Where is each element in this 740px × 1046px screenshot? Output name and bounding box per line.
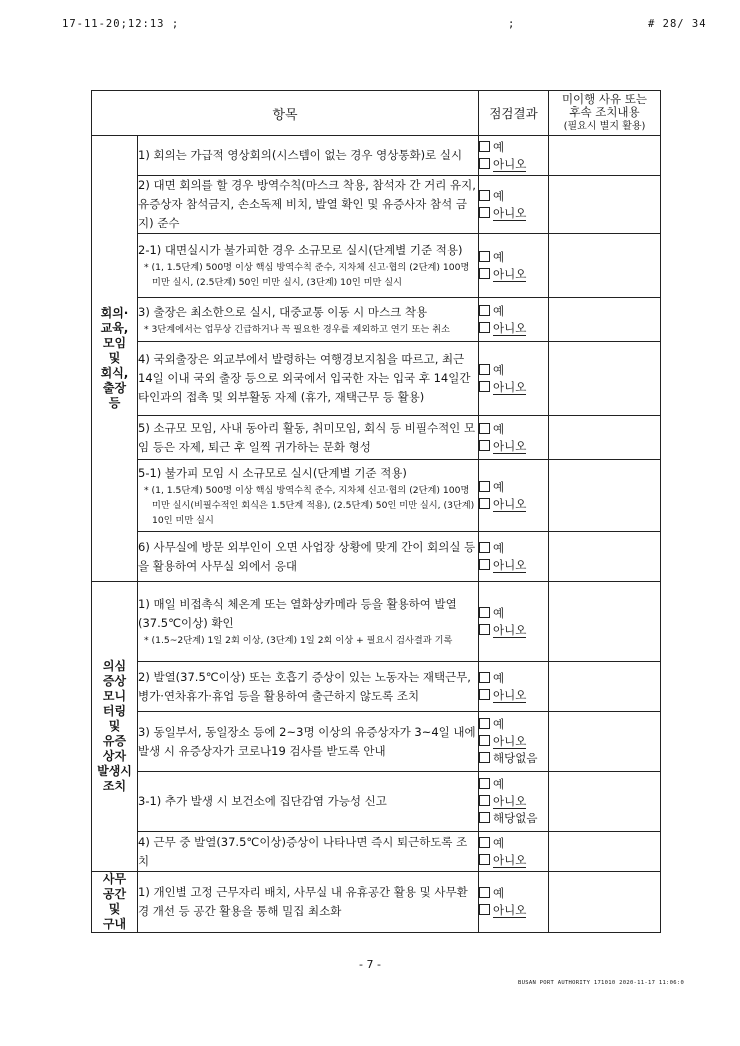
checkbox[interactable] bbox=[479, 423, 490, 434]
checkbox[interactable] bbox=[479, 305, 490, 316]
option-label: 예 bbox=[493, 540, 505, 555]
checkbox[interactable] bbox=[479, 854, 490, 865]
yes-option[interactable] bbox=[479, 670, 548, 687]
option-label: 아니오 bbox=[493, 379, 527, 394]
checkbox[interactable] bbox=[479, 887, 490, 898]
no-option[interactable] bbox=[479, 557, 548, 574]
result-cell bbox=[479, 298, 549, 342]
option-label: 아니오 bbox=[493, 496, 527, 511]
option-label: 해당없음 bbox=[493, 751, 538, 765]
option-label: 예 bbox=[493, 835, 505, 850]
table-row bbox=[92, 772, 661, 832]
option-label: 예 bbox=[493, 421, 505, 436]
option-label: 예 bbox=[493, 139, 505, 154]
result-cell bbox=[479, 460, 549, 532]
option-label: 아니오 bbox=[493, 438, 527, 453]
yes-option[interactable] bbox=[479, 303, 548, 320]
checkbox[interactable] bbox=[479, 440, 490, 451]
result-cell bbox=[479, 136, 549, 176]
no-option[interactable] bbox=[479, 379, 548, 396]
reason-input-cell[interactable] bbox=[549, 342, 661, 416]
table-row bbox=[92, 832, 661, 872]
page-number: - 7 - bbox=[359, 958, 381, 971]
header-result: 점검결과 bbox=[479, 91, 549, 136]
result-cell bbox=[479, 772, 549, 832]
checkbox[interactable] bbox=[479, 904, 490, 915]
checkbox[interactable] bbox=[479, 812, 490, 823]
item-cell bbox=[138, 832, 479, 872]
result-cell bbox=[479, 872, 549, 933]
item-note: * (1, 1.5단계) 500명 이상 핵심 방역수칙 준수, 지차체 신고·협의 (2단계) 100명 미만 실시, (2.5단계) 50인 미만 실시, (3단계) 10인 미만 실시 bbox=[144, 262, 470, 288]
checkbox[interactable] bbox=[479, 559, 490, 570]
no-option[interactable] bbox=[479, 205, 548, 222]
checkbox[interactable] bbox=[479, 207, 490, 218]
checkbox[interactable] bbox=[479, 795, 490, 806]
item-cell bbox=[138, 662, 479, 712]
yes-option[interactable] bbox=[479, 540, 548, 557]
no-option[interactable] bbox=[479, 793, 548, 810]
option-label: 예 bbox=[493, 717, 505, 731]
checkbox[interactable] bbox=[479, 498, 490, 509]
checkbox[interactable] bbox=[479, 381, 490, 392]
item-cell bbox=[138, 772, 479, 832]
item-text: 5) 소규모 모임, 사내 동아리 활동, 취미모임, 회식 등 비필수적인 모임 등은 자제, 퇴근 후 일찍 귀가하는 문화 형성 bbox=[138, 420, 476, 454]
table-row bbox=[92, 136, 661, 176]
header-reason-line1: 미이행 사유 또는 bbox=[561, 92, 648, 106]
yes-option[interactable] bbox=[479, 716, 548, 733]
item-text: 6) 사무실에 방문 외부인이 오면 사업장 상황에 맞게 간이 회의실 등을 활용하여 사무실 외에서 응대 bbox=[138, 539, 476, 573]
item-cell bbox=[138, 298, 479, 342]
option-label: 해당없음 bbox=[493, 811, 538, 825]
option-label: 예 bbox=[493, 670, 505, 685]
reason-input-cell[interactable] bbox=[549, 582, 661, 662]
checkbox[interactable] bbox=[479, 718, 490, 729]
reason-input-cell[interactable] bbox=[549, 136, 661, 176]
checkbox[interactable] bbox=[479, 268, 490, 279]
item-text: 3-1) 추가 발생 시 보건소에 집단감염 가능성 신고 bbox=[138, 794, 387, 808]
fax-stamp: BUSAN PORT AUTHORITY 171010 2020-11-17 11:06:0 bbox=[518, 980, 685, 986]
checkbox[interactable] bbox=[479, 481, 490, 492]
item-cell bbox=[138, 460, 479, 532]
checkbox[interactable] bbox=[479, 735, 490, 746]
option-label: 아니오 bbox=[493, 903, 527, 917]
header-reason-line2: 후속 조치내용 bbox=[569, 105, 640, 119]
checkbox[interactable] bbox=[479, 141, 490, 152]
item-cell bbox=[138, 872, 479, 933]
table-row bbox=[92, 872, 661, 933]
reason-input-cell[interactable] bbox=[549, 872, 661, 933]
category-cell: 의심 증상 모니 터링 및 유증 상자 발생시 조치 bbox=[92, 582, 138, 872]
table-row bbox=[92, 532, 661, 582]
no-option[interactable] bbox=[479, 622, 548, 639]
option-label: 아니오 bbox=[493, 794, 527, 808]
no-option[interactable] bbox=[479, 496, 548, 513]
item-cell bbox=[138, 712, 479, 772]
reason-input-cell[interactable] bbox=[549, 532, 661, 582]
item-cell bbox=[138, 582, 479, 662]
yes-option[interactable] bbox=[479, 249, 548, 266]
checklist-body bbox=[92, 136, 661, 933]
reason-input-cell[interactable] bbox=[549, 176, 661, 234]
na-option[interactable] bbox=[479, 810, 548, 827]
fax-timestamp: 17-11-20;12:13 ; bbox=[62, 18, 180, 30]
no-option[interactable] bbox=[479, 902, 548, 919]
yes-option[interactable] bbox=[479, 605, 548, 622]
item-text: 5-1) 불가피 모임 시 소규모로 실시(단계별 기준 적용) bbox=[138, 465, 407, 480]
yes-option[interactable] bbox=[479, 776, 548, 793]
table-row bbox=[92, 460, 661, 532]
option-label: 예 bbox=[493, 249, 505, 264]
item-cell bbox=[138, 136, 479, 176]
result-cell bbox=[479, 662, 549, 712]
option-label: 아니오 bbox=[493, 156, 527, 171]
item-text: 2) 대면 회의를 할 경우 방역수칙(마스크 착용, 참석자 간 거리 유지, 유증상자 참석금지, 손소독제 비치, 발열 확인 및 유증사자 참석 금지) 준수 bbox=[138, 178, 476, 230]
yes-option[interactable] bbox=[479, 139, 548, 156]
reason-input-cell[interactable] bbox=[549, 298, 661, 342]
no-option[interactable] bbox=[479, 733, 548, 750]
option-label: 예 bbox=[493, 188, 505, 203]
option-label: 예 bbox=[493, 479, 505, 494]
na-option[interactable] bbox=[479, 750, 548, 767]
reason-input-cell[interactable] bbox=[549, 460, 661, 532]
result-cell bbox=[479, 234, 549, 298]
table-row bbox=[92, 662, 661, 712]
no-option[interactable] bbox=[479, 320, 548, 337]
item-text: 3) 동일부서, 동일장소 등에 2~3명 이상의 유증상자가 3~4일 내에 발생 시 유증상자가 코로나19 검사를 받도록 안내 bbox=[138, 724, 476, 758]
no-option[interactable] bbox=[479, 156, 548, 173]
no-option[interactable] bbox=[479, 438, 548, 455]
item-text: 3) 출장은 최소한으로 실시, 대중교통 이동 시 마스크 착용 bbox=[138, 304, 428, 319]
result-cell bbox=[479, 342, 549, 416]
checkbox[interactable] bbox=[479, 542, 490, 553]
checkbox[interactable] bbox=[479, 158, 490, 169]
item-text: 1) 매일 비접촉식 체온계 또는 열화상카메라 등을 활용하여 발열(37.5℃이상) 확인 bbox=[138, 597, 457, 630]
result-cell bbox=[479, 532, 549, 582]
no-option[interactable] bbox=[479, 687, 548, 704]
checkbox[interactable] bbox=[479, 689, 490, 700]
table-row bbox=[92, 298, 661, 342]
checkbox[interactable] bbox=[479, 837, 490, 848]
yes-option[interactable] bbox=[479, 362, 548, 379]
header-reason bbox=[549, 91, 661, 136]
item-cell bbox=[138, 532, 479, 582]
fax-separator: ; bbox=[508, 18, 516, 30]
table-row bbox=[92, 416, 661, 460]
item-text: 1) 회의는 가급적 영상회의(시스템이 없는 경우 영상통화)로 실시 bbox=[138, 148, 463, 162]
option-label: 예 bbox=[493, 886, 505, 900]
result-cell bbox=[479, 712, 549, 772]
reason-input-cell[interactable] bbox=[549, 712, 661, 772]
checklist-table bbox=[91, 90, 661, 933]
table-row bbox=[92, 234, 661, 298]
item-text: 4) 국외출장은 외교부에서 발령하는 여행경보지침을 따르고, 최근 14일 이내 국외 출장 등으로 외국에서 입국한 자는 입국 후 14일간 타인과의 접촉 및 외부활동 자제 (휴가, 재택근무 등 활용) bbox=[138, 352, 471, 404]
category-cell: 사무 공간 및 구내 bbox=[92, 872, 138, 933]
checkbox[interactable] bbox=[479, 322, 490, 333]
yes-option[interactable] bbox=[479, 835, 548, 852]
option-label: 아니오 bbox=[493, 687, 527, 702]
fax-header bbox=[0, 18, 740, 34]
header-reason-line3: (필요시 별지 활용) bbox=[563, 121, 646, 132]
item-cell bbox=[138, 342, 479, 416]
item-note: * 3단계에서는 업무상 긴급하거나 꼭 필요한 경우를 제외하고 연기 또는 취소 bbox=[144, 323, 450, 335]
checkbox[interactable] bbox=[479, 778, 490, 789]
option-label: 아니오 bbox=[493, 205, 527, 220]
item-text: 2-1) 대면실시가 불가피한 경우 소규모로 실시(단계별 기준 적용) bbox=[138, 243, 463, 257]
option-label: 아니오 bbox=[493, 622, 527, 637]
item-note: * (1.5~2단계) 1일 2회 이상, (3단계) 1일 2회 이상 + 필요시 검사결과 기록 bbox=[144, 635, 453, 646]
item-note: * (1, 1.5단계) 500명 이상 핵심 방역수칙 준수, 지차체 신고·협의 (2단계) 100명 미만 실시(비필수적인 회식은 1.5단계 적용), (2.5단계) 50인 미만 실시, (3단계) 10인 미만 실시 bbox=[144, 484, 475, 526]
yes-option[interactable] bbox=[479, 188, 548, 205]
reason-input-cell[interactable] bbox=[549, 234, 661, 298]
result-cell bbox=[479, 832, 549, 872]
option-label: 예 bbox=[493, 605, 505, 620]
result-cell bbox=[479, 582, 549, 662]
yes-option[interactable] bbox=[479, 421, 548, 438]
no-option[interactable] bbox=[479, 266, 548, 283]
option-label: 아니오 bbox=[493, 266, 527, 281]
table-header-row bbox=[92, 91, 661, 136]
fax-page-count: # 28/ 34 bbox=[648, 18, 707, 30]
table-row bbox=[92, 712, 661, 772]
result-cell bbox=[479, 416, 549, 460]
option-label: 아니오 bbox=[493, 734, 527, 748]
table-row bbox=[92, 342, 661, 416]
checkbox[interactable] bbox=[479, 364, 490, 375]
header-item: 항목 bbox=[92, 91, 479, 136]
no-option[interactable] bbox=[479, 852, 548, 869]
option-label: 예 bbox=[493, 362, 505, 377]
result-cell bbox=[479, 176, 549, 234]
yes-option[interactable] bbox=[479, 479, 548, 496]
checkbox[interactable] bbox=[479, 624, 490, 635]
yes-option[interactable] bbox=[479, 885, 548, 902]
option-label: 예 bbox=[493, 303, 505, 318]
checkbox[interactable] bbox=[479, 607, 490, 618]
reason-input-cell[interactable] bbox=[549, 832, 661, 872]
reason-input-cell[interactable] bbox=[549, 662, 661, 712]
table-row bbox=[92, 176, 661, 234]
item-cell bbox=[138, 416, 479, 460]
checkbox[interactable] bbox=[479, 752, 490, 763]
reason-input-cell[interactable] bbox=[549, 416, 661, 460]
option-label: 아니오 bbox=[493, 852, 527, 867]
item-text: 1) 개인별 고정 근무자리 배치, 사무실 내 유휴공간 활용 및 사무환경 개선 등 공간 활용을 통해 밀집 최소화 bbox=[138, 885, 468, 918]
option-label: 아니오 bbox=[493, 320, 527, 335]
item-cell bbox=[138, 176, 479, 234]
checkbox[interactable] bbox=[479, 251, 490, 262]
table-row bbox=[92, 582, 661, 662]
item-text: 2) 발열(37.5℃이상) 또는 호흡기 증상이 있는 노동자는 재택근무, 병가·연차휴가·휴업 등을 활용하여 출근하지 않도록 조치 bbox=[138, 669, 471, 703]
checkbox[interactable] bbox=[479, 190, 490, 201]
item-cell bbox=[138, 234, 479, 298]
reason-input-cell[interactable] bbox=[549, 772, 661, 832]
checkbox[interactable] bbox=[479, 672, 490, 683]
category-cell: 회의· 교육, 모임 및 회식, 출장 등 bbox=[92, 136, 138, 582]
item-text: 4) 근무 중 발열(37.5℃이상)증상이 나타나면 즉시 퇴근하도록 조치 bbox=[138, 834, 468, 868]
option-label: 아니오 bbox=[493, 557, 527, 572]
option-label: 예 bbox=[493, 777, 505, 791]
